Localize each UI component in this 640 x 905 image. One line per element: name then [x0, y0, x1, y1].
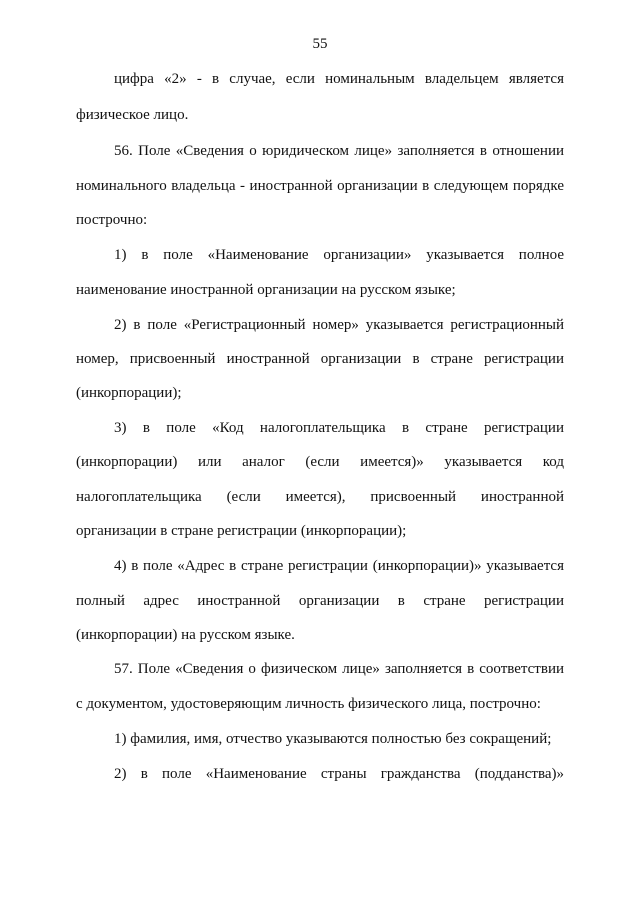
- list-item-1: 1) в поле «Наименование организации» указывается полное: [114, 247, 564, 263]
- list-item-57-1: 1) фамилия, имя, отчество указываются полностью без сокращений;: [114, 731, 552, 747]
- text-line: цифра «2» - в случае, если номинальным владельцем является: [114, 71, 564, 87]
- list-item-3: 3) в поле «Код налогоплательщика в стране регистрации: [114, 420, 564, 436]
- text-line: построчно:: [76, 212, 148, 228]
- list-item-2: 2) в поле «Регистрационный номер» указывается регистрационный: [114, 317, 564, 333]
- text-line: с документом, удостоверяющим личность физического лица, построчно:: [76, 696, 541, 712]
- text-line: налогоплательщика (если имеется), присвоенный иностранной: [76, 489, 564, 505]
- text-line: номинального владельца - иностранной организации в следующем порядке: [76, 178, 564, 194]
- text-line: номер, присвоенный иностранной организации в стране регистрации: [76, 351, 564, 367]
- text-line: (инкорпорации) или аналог (если имеется)» указывается код: [76, 454, 564, 470]
- text-line: физическое лицо.: [76, 107, 189, 123]
- list-item-4: 4) в поле «Адрес в стране регистрации (инкорпорации)» указывается: [114, 558, 564, 574]
- text-line: организации в стране регистрации (инкорпорации);: [76, 523, 407, 539]
- paragraph-56-start: 56. Поле «Сведения о юридическом лице» заполняется в отношении: [114, 143, 564, 159]
- text-line: полный адрес иностранной организации в стране регистрации: [76, 593, 564, 609]
- list-item-57-2: 2) в поле «Наименование страны гражданства (подданства)»: [114, 766, 564, 782]
- text-line: (инкорпорации) на русском языке.: [76, 627, 295, 643]
- text-line: наименование иностранной организации на русском языке;: [76, 282, 456, 298]
- page-number: 55: [312, 36, 328, 52]
- text-line: (инкорпорации);: [76, 385, 182, 401]
- paragraph-57-start: 57. Поле «Сведения о физическом лице» заполняется в соответствии: [114, 661, 564, 677]
